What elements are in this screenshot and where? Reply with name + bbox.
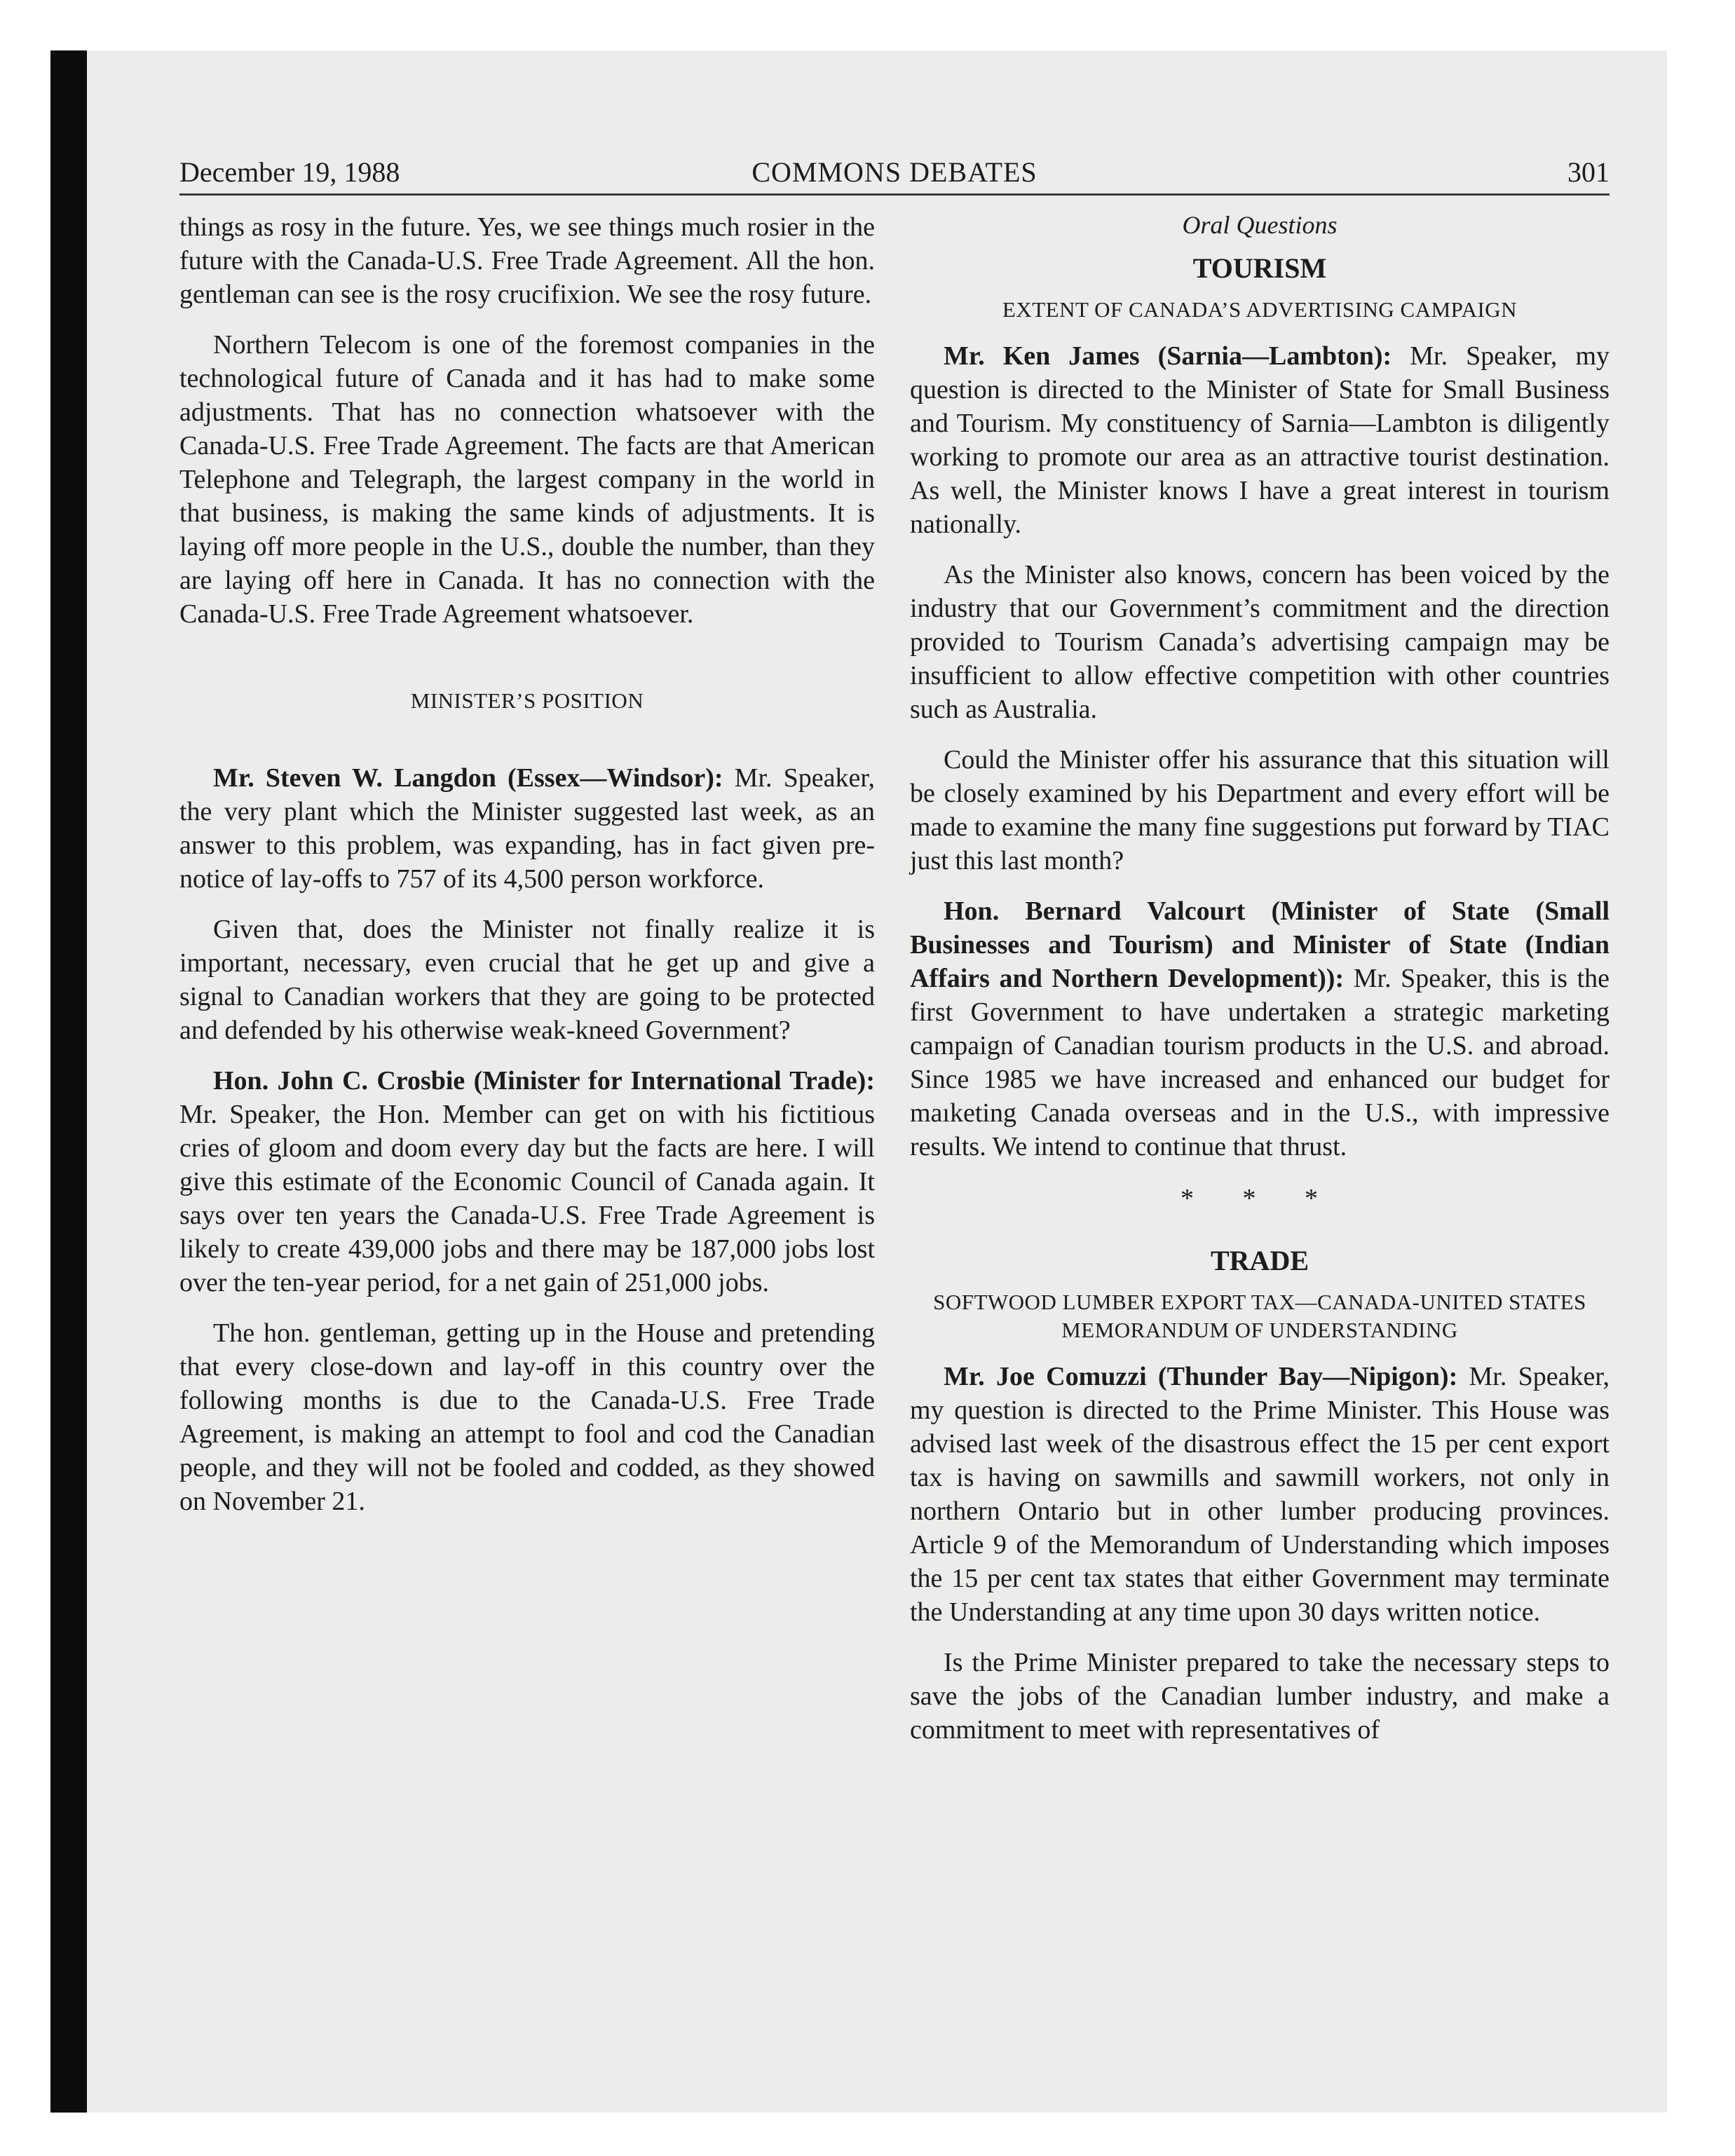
speaker-name: Mr. Joe Comuzzi (Thunder Bay—Nipigon):	[944, 1362, 1458, 1391]
left-column	[179, 210, 875, 1535]
section-heading-tourism: TOURISM	[1192, 252, 1327, 284]
paragraph: Given that, does the Minister not finally realize it is important, necessary, even crucial that he get up and give a signal to Canadian workers that they are going to be protected and defended by his otherwise weak-kneed Government?	[179, 915, 875, 1045]
speech-text: Mr. Speaker, the Hon. Member can get on with his fictitious cries of gloom and doom every day but the facts are here. I will give this estimate of the Economic Council of Canada again. It says over ten years the Canada-U.S. Free Trade Agreement is likely to create 439,000 jobs and there may be 187,000 jobs lost over the ten-year period, for a net gain of 251,000 jobs.	[179, 1100, 875, 1297]
section-subheading: SOFTWOOD LUMBER EXPORT TAX—CANADA-UNITED STATES MEMORANDUM OF UNDERSTANDING	[933, 1290, 1586, 1342]
section-subheading: MINISTER’S POSITION	[410, 688, 644, 713]
section-subheading: EXTENT OF CANADA’S ADVERTISING CAMPAIGN	[1002, 297, 1518, 322]
header-rule	[179, 193, 1610, 196]
speaker-name: Mr. Ken James (Sarnia—Lambton):	[944, 341, 1392, 371]
speech-langdon	[179, 761, 875, 896]
speaker-name: Mr. Steven W. Langdon (Essex—Windsor):	[213, 763, 723, 793]
page-number: 301	[1567, 156, 1610, 188]
speaker-name: Hon. John C. Crosbie (Minister for International Trade):	[213, 1066, 875, 1096]
right-column	[910, 210, 1610, 1763]
speech-text: Mr. Speaker, my question is directed to the Minister of State for Small Business and Tourism. My constituency of Sarnia—Lambton is diligently working to promote our area as an attractive tourist destination. As well, the Minister knows I have a great interest in tourism nationally.	[910, 341, 1610, 539]
speech-comuzzi	[910, 1360, 1610, 1629]
header-date: December 19, 1988	[179, 156, 400, 188]
header-title: COMMONS DEBATES	[751, 156, 1037, 188]
page-header	[179, 151, 1610, 193]
binding-shadow	[50, 50, 87, 2113]
speech-text: Mr. Speaker, my question is directed to the Prime Minister. This House was advised last week of the disastrous effect the 15 per cent export tax is having on sawmills and sawmill workers, not only in northern Ontario but in other lumber producing provinces. Article 9 of the Memorandum of Understanding which imposes the 15 per cent tax states that either Government may terminate the Understanding at any time upon 30 days written notice.	[910, 1362, 1610, 1627]
paragraph: things as rosy in the future. Yes, we see things much rosier in the future with the Canada-U.S. Free Trade Agreement. All the hon. gentleman can see is the rosy crucifixion. We see the rosy future.	[179, 212, 875, 309]
paragraph: As the Minister also knows, concern has been voiced by the industry that our Government’s commitment and the direction provided to Tourism Canada’s advertising campaign may be insufficient to allow effective competition with other countries such as Australia.	[910, 560, 1610, 724]
speech-crosbie	[179, 1064, 875, 1299]
speech-text: Mr. Speaker, the very plant which the Minister suggested last week, as an answer to this problem, was expanding, has in fact given pre-notice of lay-offs to 757 of its 4,500 person workforce.	[179, 763, 876, 894]
paragraph: The hon. gentleman, getting up in the House and pretending that every close-down and lay-off in this country over the following months is due to the Canada-U.S. Free Trade Agreement, is making an attempt to fool and cod the Canadian people, and they will not be fooled and codded, as they showed on November 21.	[179, 1318, 875, 1516]
speech-valcourt	[910, 894, 1610, 1164]
paragraph: Could the Minister offer his assurance that this situation will be closely examined by his Department and every effort will be made to examine the many fine suggestions put forward by TIAC just this last month?	[910, 745, 1610, 875]
speech-james	[910, 339, 1610, 541]
running-head: Oral Questions	[1182, 211, 1338, 239]
paragraph: Is the Prime Minister prepared to take the necessary steps to save the jobs of the Canadian lumber industry, and make a commitment to meet with representatives of	[910, 1648, 1610, 1745]
section-heading-trade: TRADE	[1210, 1245, 1309, 1276]
paragraph: Northern Telecom is one of the foremost companies in the technological future of Canada and it has had to make some adjustments. That has no connection whatsoever with the Canada-U.S. Free Trade Agreement. The facts are that American Telephone and Telegraph, the largest company in the world in that business, is making the same kinds of adjustments. It is laying off more people in the U.S., double the number, than they are laying off here in Canada. It has no connection with the Canada-U.S. Free Trade Agreement whatsoever.	[179, 330, 875, 629]
section-separator: * * *	[1181, 1184, 1339, 1213]
speech-text: Mr. Speaker, this is the first Government to have undertaken a strategic marketing campaign of Canadian tourism products in the U.S. and abroad. Since 1985 we have increased and enhanced our budget for maıketing Canada overseas and in the U.S., with impressive results. We intend to continue that thrust.	[910, 964, 1610, 1161]
speaker-name: Hon. Bernard Valcourt (Minister of State (Small Businesses and Tourism) and Minister of State (Indian Affairs and Northern Development)):	[910, 896, 1610, 993]
